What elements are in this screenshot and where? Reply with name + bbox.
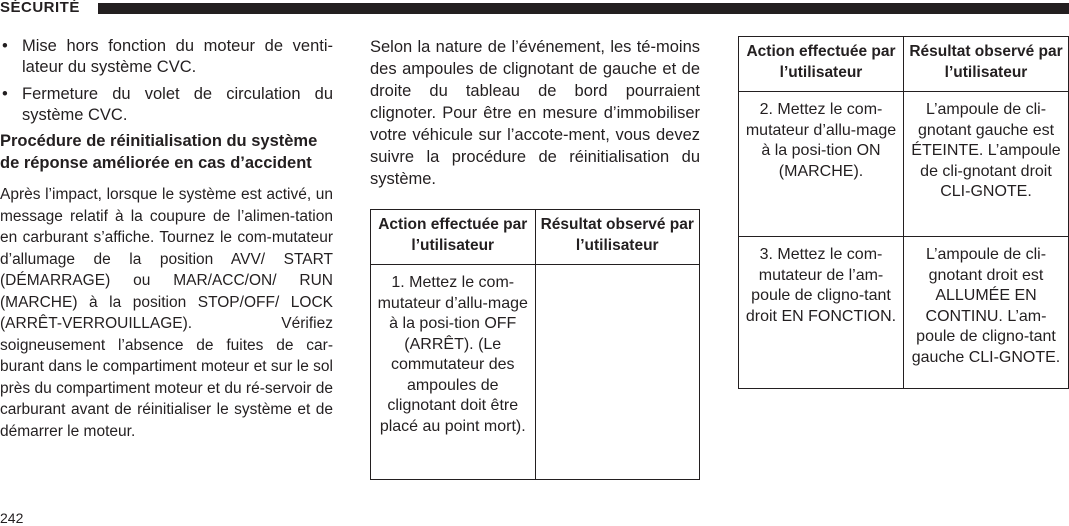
table-cell: L’ampoule de cli-gnotant droit est ALLUMÉE EN CONTINU. L’am-poule de cligno-tant gauche CLI-GNOTE. — [904, 237, 1069, 389]
table-row — [739, 237, 1069, 389]
middle-column — [370, 36, 700, 480]
table-row — [371, 265, 700, 480]
right-column — [738, 36, 1069, 389]
column-header: Résultat observé par l’utilisateur — [904, 37, 1069, 92]
bullet-item — [0, 84, 333, 127]
body-paragraph: Selon la nature de l’événement, les té-moins des ampoules de clignotant de gauche et de droite du tableau de bord pourraient clignoter. Pour être en mesure d’immobiliser votre véhicule sur l’accote-ment, vous devez suivre la procédure de réinitialisation du système. — [370, 38, 700, 188]
bullet-text: Fermeture du volet de circulation du système CVC. — [22, 84, 333, 124]
table-cell: 1. Mettez le com-mutateur d’allu-mage à la posi-tion OFF (ARRÊT). (Le commutateur des ampoules de clignotant doit être placé au point mort). — [371, 265, 536, 480]
page-number: 242 — [0, 510, 24, 526]
left-column — [0, 36, 333, 442]
table-row — [739, 92, 1069, 237]
page-header — [0, 0, 1069, 20]
column-header: Action effectuée par l’utilisateur — [371, 210, 536, 265]
table-cell: L’ampoule de cli-gnotant gauche est ÉTEINTE. L’ampoule de cli-gnotant droit CLI-GNOTE. — [904, 92, 1069, 237]
bullet-icon: • — [2, 37, 8, 55]
header-rule — [98, 3, 1069, 14]
procedure-table — [738, 36, 1069, 389]
table-cell — [535, 265, 700, 480]
section-title: SÉCURITÉ — [0, 0, 80, 16]
table-cell: 2. Mettez le com-mutateur d’allu-mage à la posi-tion ON (MARCHE). — [739, 92, 904, 237]
bullet-item — [0, 36, 333, 79]
column-header: Action effectuée par l’utilisateur — [739, 37, 904, 92]
table-header-row — [739, 37, 1069, 92]
body-paragraph: Après l’impact, lorsque le système est activé, un message relatif à la coupure de l’alimen-tation en carburant s’affiche. Tournez le com-mutateur d’allumage de la position AVV/ START (DÉMARRAGE) ou MAR/ACC/ON/ RUN (MARCHE) à la position STOP/OFF/ LOCK (ARRÊT-VERROUILLAGE). Vérifiez soigneusement l’absence de fuites de car-burant dans le compartiment moteur et sur le sol près du compartiment moteur et du ré-servoir de carburant avant de réinitialiser le système et de démarrer le moteur. — [0, 186, 333, 440]
column-header: Résultat observé par l’utilisateur — [535, 210, 700, 265]
procedure-table — [370, 209, 700, 480]
section-heading: Procédure de réinitialisation du système de réponse améliorée en cas d’accident — [0, 132, 318, 172]
table-header-row — [371, 210, 700, 265]
table-cell: 3. Mettez le com-mutateur de l’am-poule de cligno-tant droit EN FONCTION. — [739, 237, 904, 389]
bullet-icon: • — [2, 84, 8, 103]
bullet-text: Mise hors fonction du moteur de venti-lateur du système CVC. — [22, 37, 333, 77]
